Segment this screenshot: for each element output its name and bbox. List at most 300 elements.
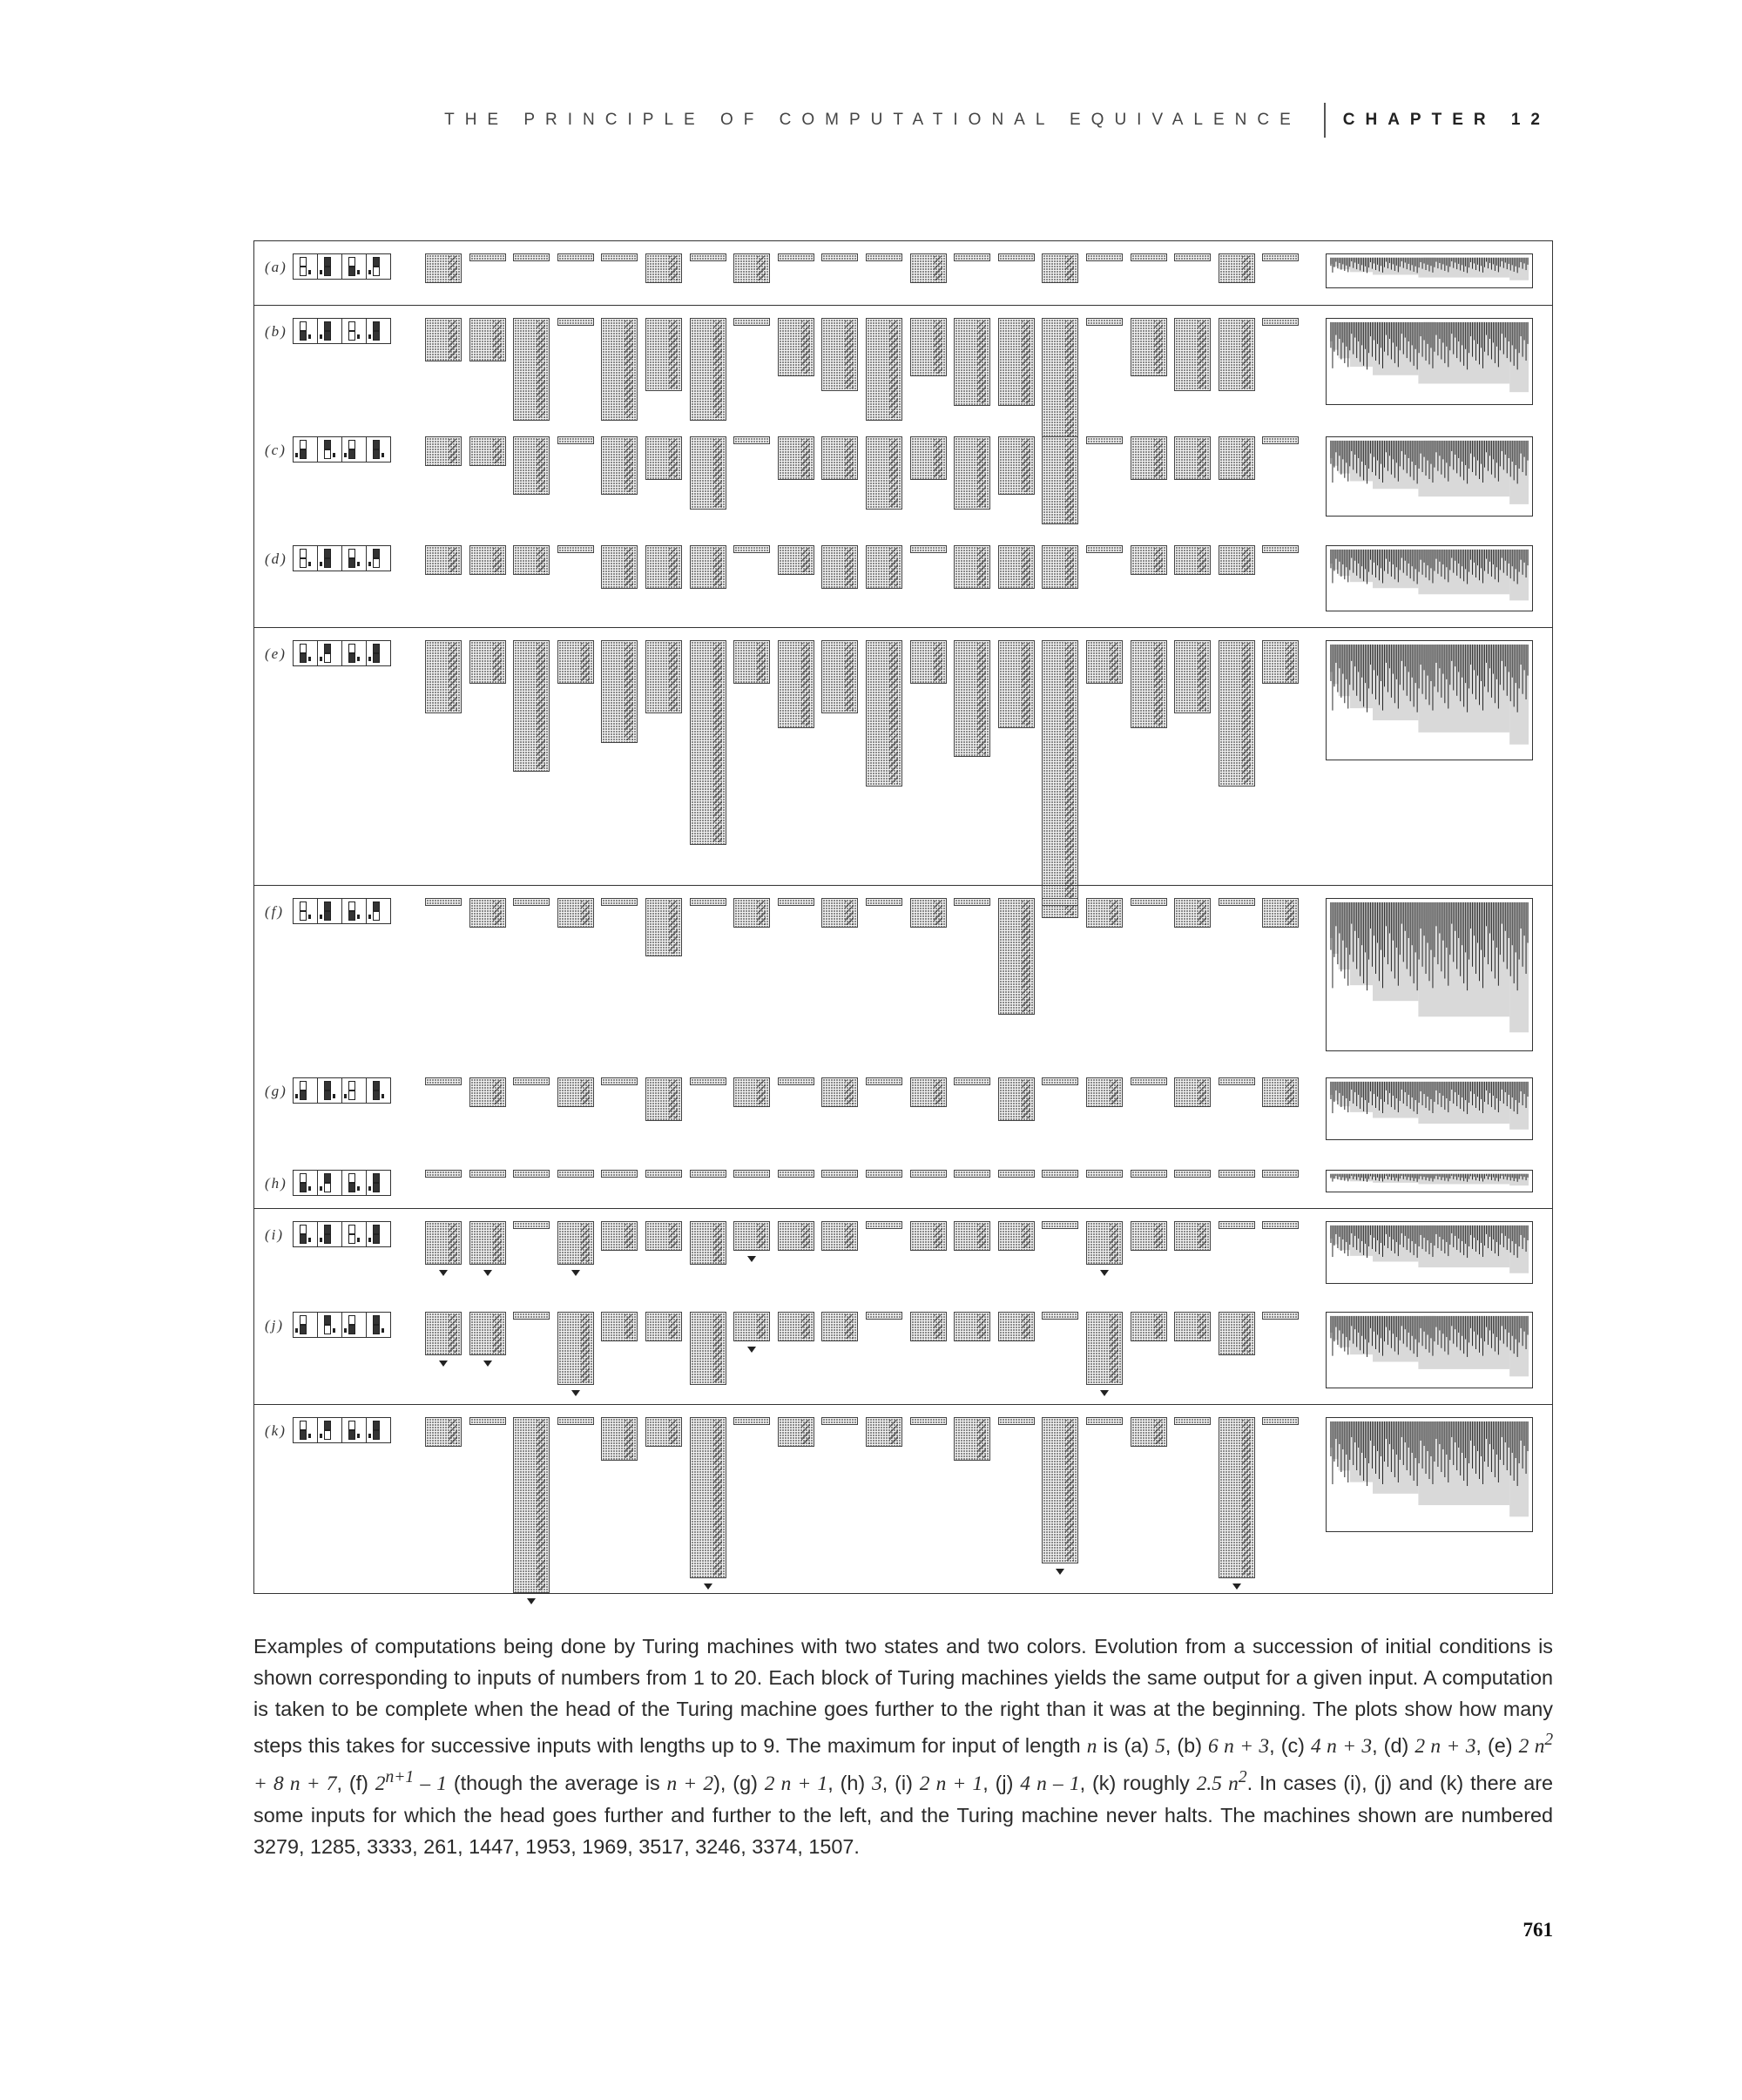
rule-input-cell <box>348 257 355 267</box>
evolution-block <box>425 898 462 906</box>
evolution-block <box>998 545 1035 589</box>
evolution-block <box>910 898 947 928</box>
rule-case-icon <box>342 1418 367 1442</box>
evolution-block <box>1131 253 1167 261</box>
evolution-block <box>1219 545 1255 575</box>
evolution-block <box>1086 1077 1123 1107</box>
caption-ref-f: (f) <box>348 1771 368 1794</box>
header-divider <box>1324 103 1326 138</box>
rule-input-cell <box>324 1225 331 1234</box>
evolution-block <box>469 1312 506 1355</box>
head-direction-icon <box>368 1186 371 1191</box>
rule-case-icon <box>367 641 390 665</box>
evolution-block <box>954 1417 990 1461</box>
rule-output-cell <box>348 331 355 341</box>
rule-case-icon <box>294 437 318 462</box>
caption-formula-c: 4 n + 3 <box>1311 1734 1373 1758</box>
steps-plot <box>1326 436 1533 517</box>
rule-output-cell <box>300 558 307 568</box>
rule-output-cell <box>373 1325 380 1334</box>
rule-input-cell <box>348 1421 355 1430</box>
formula-k-part1: 2.5 n <box>1196 1772 1239 1795</box>
rule-input-cell <box>324 549 331 558</box>
non-halting-marker-icon <box>747 1347 756 1353</box>
evolution-block <box>954 1312 990 1341</box>
evolution-block <box>645 640 682 713</box>
page-number: 761 <box>1523 1919 1553 1941</box>
row-label: (h) <box>265 1175 287 1192</box>
evolution-block <box>513 898 550 906</box>
rule-case-icon <box>318 437 342 462</box>
rule-input-cell <box>373 1225 380 1234</box>
caption-formula-g: 2 n + 1 <box>764 1772 828 1795</box>
evolution-block <box>1174 1312 1211 1341</box>
evolution-block <box>1219 898 1255 906</box>
rule-case-icon <box>367 546 390 571</box>
evolution-block <box>557 318 594 326</box>
evolution-block <box>425 1170 462 1178</box>
steps-plot-svg <box>1327 437 1532 516</box>
rule-case-icon <box>342 1078 367 1103</box>
head-direction-icon <box>344 1094 347 1098</box>
head-direction-icon <box>308 1186 311 1191</box>
evolution-block <box>733 1312 770 1341</box>
rule-case-icon <box>342 899 367 923</box>
evolution-block <box>733 898 770 928</box>
rule-icon <box>293 1417 391 1443</box>
evolution-block <box>1219 1077 1255 1085</box>
evolution-block <box>1174 898 1211 928</box>
rule-input-cell <box>373 1315 380 1325</box>
head-direction-icon <box>320 334 322 339</box>
evolution-block <box>1042 1077 1078 1085</box>
head-direction-icon <box>368 915 371 919</box>
evolution-block <box>601 436 638 495</box>
evolution-block <box>866 253 902 261</box>
head-direction-icon <box>333 1328 335 1333</box>
caption-k-roughly: roughly <box>1123 1771 1190 1794</box>
evolution-block <box>1086 436 1123 444</box>
head-direction-icon <box>357 1434 360 1438</box>
evolution-block <box>557 1170 594 1178</box>
rule-output-cell <box>348 558 355 568</box>
evolution-block <box>1042 898 1078 906</box>
row-label: (e) <box>265 645 287 662</box>
rule-output-cell <box>348 1091 355 1100</box>
evolution-block <box>425 1077 462 1085</box>
rule-case-icon <box>294 1418 318 1442</box>
evolution-block <box>1174 1221 1211 1251</box>
rule-output-cell <box>324 558 331 568</box>
figure-block-4 <box>254 885 1552 1209</box>
rule-input-cell <box>324 321 331 331</box>
rule-case-icon <box>342 319 367 343</box>
chapter-label: CHAPTER 12 <box>1342 111 1550 129</box>
rule-input-cell <box>300 257 307 267</box>
rule-output-cell <box>300 1091 307 1100</box>
head-direction-icon <box>357 1186 360 1191</box>
evolution-block <box>645 436 682 480</box>
rule-case-icon <box>367 1313 390 1337</box>
caption-text: Examples of computations being done by Turing machines with two states and two colors. Evolution from a succession of initial conditions is shown corresponding to inputs of numbers from 1 to 20. Each block of Turing machines yields the same output for a given input. A computation is taken to be complete when the head of the Turing machine goes further to the right than it was at the beginning. The plots show how many steps this takes for successive inputs with lengths up to 9. The maximum for input of length <box>253 1635 1553 1757</box>
steps-plot-svg <box>1327 1313 1532 1388</box>
head-direction-icon <box>320 1238 322 1242</box>
evolution-block <box>778 253 814 261</box>
evolution-block <box>1262 1417 1299 1425</box>
evolution-block <box>513 253 550 261</box>
steps-plot <box>1326 898 1533 1051</box>
evolution-block <box>910 1077 947 1107</box>
evolution-block <box>866 1170 902 1178</box>
rule-icon <box>293 898 391 924</box>
evolution-block <box>645 253 682 283</box>
rule-output-cell <box>324 1091 331 1100</box>
rule-case-icon <box>318 1171 342 1195</box>
rule-case-icon <box>318 546 342 571</box>
evolution-block <box>954 1170 990 1178</box>
evolution-block <box>1042 318 1078 449</box>
head-direction-icon <box>320 657 322 661</box>
evolution-block <box>690 1312 726 1385</box>
non-halting-marker-icon <box>1100 1390 1109 1396</box>
evolution-block <box>601 1312 638 1341</box>
evolution-block <box>998 1170 1035 1178</box>
head-direction-icon <box>308 657 311 661</box>
non-halting-marker-icon <box>571 1270 580 1276</box>
rule-case-icon <box>318 641 342 665</box>
rule-input-cell <box>373 1081 380 1091</box>
rule-output-cell <box>324 1234 331 1244</box>
evolution-block <box>1262 1221 1299 1229</box>
rule-input-cell <box>300 901 307 911</box>
evolution-block <box>469 640 506 684</box>
rule-input-cell <box>324 1081 331 1091</box>
evolution-block <box>910 318 947 376</box>
evolution-block <box>1262 1077 1299 1107</box>
evolution-block <box>998 436 1035 495</box>
rule-input-cell <box>324 1421 331 1430</box>
caption-f-note: (though the average is <box>453 1771 660 1794</box>
formula-e-sup: 2 <box>1544 1731 1554 1749</box>
head-direction-icon <box>368 1434 371 1438</box>
evolution-block <box>910 545 947 553</box>
rule-output-cell <box>373 911 380 921</box>
evolution-block <box>425 545 462 575</box>
head-direction-icon <box>344 1328 347 1333</box>
evolution-block <box>821 1312 858 1341</box>
caption-ref-g: (g) <box>733 1771 758 1794</box>
steps-plot-svg <box>1327 254 1532 287</box>
evolution-block <box>425 1221 462 1265</box>
evolution-block <box>998 1312 1035 1341</box>
non-halting-marker-icon <box>747 1256 756 1262</box>
head-direction-icon <box>295 1328 298 1333</box>
row-label: (a) <box>265 259 287 275</box>
evolution-block <box>1131 1221 1167 1251</box>
head-direction-icon <box>320 915 322 919</box>
rule-output-cell <box>348 267 355 276</box>
rule-input-cell <box>348 901 355 911</box>
rule-icon <box>293 1170 391 1196</box>
rule-icon <box>293 1077 391 1104</box>
evolution-block <box>821 640 858 713</box>
rule-output-cell <box>324 449 331 459</box>
rule-icon <box>293 436 391 463</box>
evolution-block <box>778 1312 814 1341</box>
steps-plot-svg <box>1327 319 1532 404</box>
evolution-block <box>645 1221 682 1251</box>
evolution-block <box>645 1170 682 1178</box>
evolution-block <box>1262 1312 1299 1320</box>
rule-input-cell <box>300 1081 307 1091</box>
rule-case-icon <box>342 1171 367 1195</box>
rule-case-icon <box>318 1222 342 1246</box>
steps-plot-svg <box>1327 1171 1532 1192</box>
caption-ref-j: (j) <box>995 1771 1014 1794</box>
rule-output-cell <box>324 267 331 276</box>
rule-case-icon <box>367 437 390 462</box>
evolution-block <box>1262 436 1299 444</box>
rule-input-cell <box>373 440 380 449</box>
figure-block-1 <box>254 241 1552 305</box>
evolution-block <box>954 1077 990 1085</box>
non-halting-marker-icon <box>1056 1569 1064 1575</box>
evolution-block <box>1262 1170 1299 1178</box>
rule-case-icon <box>342 1313 367 1337</box>
head-direction-icon <box>320 1434 322 1438</box>
rule-case-icon <box>294 899 318 923</box>
evolution-block <box>778 436 814 480</box>
caption-f-average: n + 2 <box>666 1772 714 1795</box>
rule-input-cell <box>300 1421 307 1430</box>
head-direction-icon <box>357 915 360 919</box>
evolution-block <box>821 1417 858 1425</box>
caption-ref-e: (e) <box>1487 1733 1513 1757</box>
caption-ref-k: (k) <box>1092 1771 1117 1794</box>
evolution-block <box>557 640 594 684</box>
evolution-block <box>690 640 726 845</box>
rule-output-cell <box>300 1234 307 1244</box>
evolution-block <box>469 318 506 361</box>
evolution-block <box>733 253 770 283</box>
figure-caption: Examples of computations being done by Turing machines with two states and two colors. Evolution from a succession of initial conditions is shown corresponding to inputs of numbers from 1 to 20. Each block of Turing machines yields the same output for a given input. A computation is taken to be complete when the head of the Turing machine goes further to the right than it was at the beginning. The plots show how many steps this takes for successive inputs with lengths up to 9. The maximum for input of length n is (a) 5, (b) 6 n + 3, (c) 4 n + 3, (d) 2 n + 3, (e) 2 $n^2 + 8$ n + 7, (f) $2^{n+1} - 1$ (though the average is n + 2), (g) 2 n + 1, (h) 3, (i) 2 n + 1, (j) 4 n – 1, (k) roughly 2.5 $n^2$. In cases (i), (j) and (k) there are some inputs for which the head goes further and further to the left, and the Turing machine never halts. The machines shown are numbered 3279, 1285, 3333, 261, 1447, 1953, 1969, 3517, 3246, 3374, 1507. <box>253 1635 1554 1858</box>
evolution-block <box>557 1417 594 1425</box>
steps-plot-svg <box>1327 641 1532 760</box>
figure-block-2 <box>254 305 1552 628</box>
rule-case-icon <box>318 1313 342 1337</box>
turing-machine-figure <box>253 240 1553 1594</box>
rule-case-icon <box>367 319 390 343</box>
evolution-block <box>1262 640 1299 684</box>
evolution-block <box>778 545 814 575</box>
rule-case-icon <box>367 899 390 923</box>
rule-output-cell <box>373 449 380 459</box>
rule-case-icon <box>367 1222 390 1246</box>
rule-case-icon <box>342 546 367 571</box>
evolution-block <box>1086 1221 1123 1265</box>
rule-output-cell <box>348 911 355 921</box>
evolution-block <box>425 253 462 283</box>
evolution-block <box>1131 1417 1167 1447</box>
rule-case-icon <box>294 254 318 279</box>
rule-input-cell <box>300 1225 307 1234</box>
rule-input-cell <box>348 321 355 331</box>
steps-plot-svg <box>1327 1222 1532 1283</box>
evolution-block <box>557 1221 594 1265</box>
rule-output-cell <box>373 653 380 663</box>
caption-ref-b: (b) <box>1177 1733 1202 1757</box>
evolution-block <box>469 436 506 466</box>
evolution-block <box>1219 640 1255 787</box>
evolution-block <box>998 640 1035 728</box>
evolution-block <box>645 1312 682 1341</box>
rule-case-icon <box>342 437 367 462</box>
evolution-block <box>690 318 726 421</box>
evolution-block <box>601 898 638 906</box>
head-direction-icon <box>381 453 384 457</box>
evolution-block <box>1131 545 1167 575</box>
evolution-block <box>998 318 1035 406</box>
caption-text-end: . In cases (i), (j) and (k) there are some inputs for which the head goes further and further to the left, and the Turing machine never halts. The machines shown are numbered 3279, 1285, 3333, 261, 1447, 1953, 1969, 3517, 3246, 3374, 1507. <box>253 1771 1554 1858</box>
row-label: (j) <box>265 1317 285 1334</box>
steps-plot <box>1326 253 1533 288</box>
rule-case-icon <box>294 1222 318 1246</box>
evolution-block <box>601 545 638 589</box>
evolution-block <box>690 1221 726 1265</box>
evolution-block <box>690 545 726 589</box>
head-direction-icon <box>295 1094 298 1098</box>
caption-ref-d: (d) <box>1383 1733 1409 1757</box>
evolution-block <box>778 640 814 728</box>
caption-ref-a: (a) <box>1124 1733 1150 1757</box>
rule-input-cell <box>300 1173 307 1183</box>
non-halting-marker-icon <box>483 1270 492 1276</box>
evolution-block <box>645 1417 682 1447</box>
rule-case-icon <box>367 254 390 279</box>
formula-k-sup: 2 <box>1238 1767 1247 1786</box>
rule-icon <box>293 253 391 280</box>
evolution-block <box>1131 1312 1167 1341</box>
evolution-block <box>557 253 594 261</box>
figure-block-3 <box>254 627 1552 886</box>
steps-plot-svg <box>1327 546 1532 611</box>
rule-icon <box>293 318 391 344</box>
rule-output-cell <box>324 911 331 921</box>
rule-case-icon <box>294 1313 318 1337</box>
rule-case-icon <box>318 254 342 279</box>
evolution-block <box>425 318 462 361</box>
evolution-block <box>733 1221 770 1251</box>
evolution-block <box>778 1417 814 1447</box>
evolution-block <box>1086 1417 1123 1425</box>
rule-case-icon <box>294 319 318 343</box>
head-direction-icon <box>368 270 371 274</box>
evolution-block <box>778 1170 814 1178</box>
evolution-block <box>1262 545 1299 553</box>
steps-plot-svg <box>1327 899 1532 1050</box>
head-direction-icon <box>308 915 311 919</box>
evolution-block <box>601 1170 638 1178</box>
steps-plot <box>1326 1312 1533 1388</box>
head-direction-icon <box>357 1238 360 1242</box>
head-direction-icon <box>368 1238 371 1242</box>
evolution-block <box>866 898 902 906</box>
evolution-block <box>1219 1312 1255 1355</box>
evolution-block <box>1131 1077 1167 1085</box>
evolution-block <box>1219 253 1255 283</box>
evolution-block <box>778 898 814 906</box>
head-direction-icon <box>357 562 360 566</box>
head-direction-icon <box>333 453 335 457</box>
evolution-block <box>645 318 682 391</box>
caption-ref-h: (h) <box>840 1771 866 1794</box>
caption-var-n: n <box>1086 1734 1097 1758</box>
evolution-block <box>1042 1312 1078 1320</box>
rule-case-icon <box>294 641 318 665</box>
evolution-block <box>1086 545 1123 553</box>
evolution-block <box>513 1170 550 1178</box>
rule-input-cell <box>324 257 331 267</box>
evolution-block <box>469 898 506 928</box>
head-direction-icon <box>357 270 360 274</box>
evolution-block <box>954 1221 990 1251</box>
evolution-block <box>866 436 902 510</box>
evolution-block <box>733 1170 770 1178</box>
evolution-block <box>601 1077 638 1085</box>
caption-f-close: ) <box>713 1771 720 1794</box>
rule-output-cell <box>300 1430 307 1440</box>
rule-icon <box>293 640 391 666</box>
evolution-block <box>778 318 814 376</box>
rule-output-cell <box>373 267 380 276</box>
rule-case-icon <box>318 319 342 343</box>
evolution-block <box>1219 1170 1255 1178</box>
evolution-block <box>1219 1417 1255 1578</box>
evolution-block <box>557 1312 594 1385</box>
non-halting-marker-icon <box>439 1270 448 1276</box>
evolution-block <box>469 545 506 575</box>
evolution-block <box>998 253 1035 261</box>
evolution-block <box>469 1221 506 1265</box>
non-halting-marker-icon <box>1232 1583 1241 1590</box>
evolution-block <box>645 1077 682 1121</box>
evolution-block <box>1131 1170 1167 1178</box>
caption-formula-i: 2 n + 1 <box>919 1772 983 1795</box>
rule-output-cell <box>300 331 307 341</box>
caption-formula-h: 3 <box>872 1772 882 1795</box>
evolution-block <box>1262 253 1299 261</box>
rule-output-cell <box>348 1325 355 1334</box>
non-halting-marker-icon <box>527 1598 536 1604</box>
rule-output-cell <box>324 653 331 663</box>
rule-output-cell <box>348 653 355 663</box>
head-direction-icon <box>333 1094 335 1098</box>
rule-input-cell <box>373 549 380 558</box>
evolution-block <box>1042 1417 1078 1563</box>
rule-input-cell <box>324 440 331 449</box>
steps-plot <box>1326 640 1533 760</box>
rule-output-cell <box>348 1183 355 1192</box>
head-direction-icon <box>308 1434 311 1438</box>
head-direction-icon <box>295 453 298 457</box>
rule-input-cell <box>324 644 331 653</box>
rule-input-cell <box>324 1173 331 1183</box>
evolution-block <box>513 1077 550 1085</box>
rule-case-icon <box>342 1222 367 1246</box>
evolution-block <box>557 898 594 928</box>
rule-input-cell <box>324 901 331 911</box>
rule-case-icon <box>318 1078 342 1103</box>
